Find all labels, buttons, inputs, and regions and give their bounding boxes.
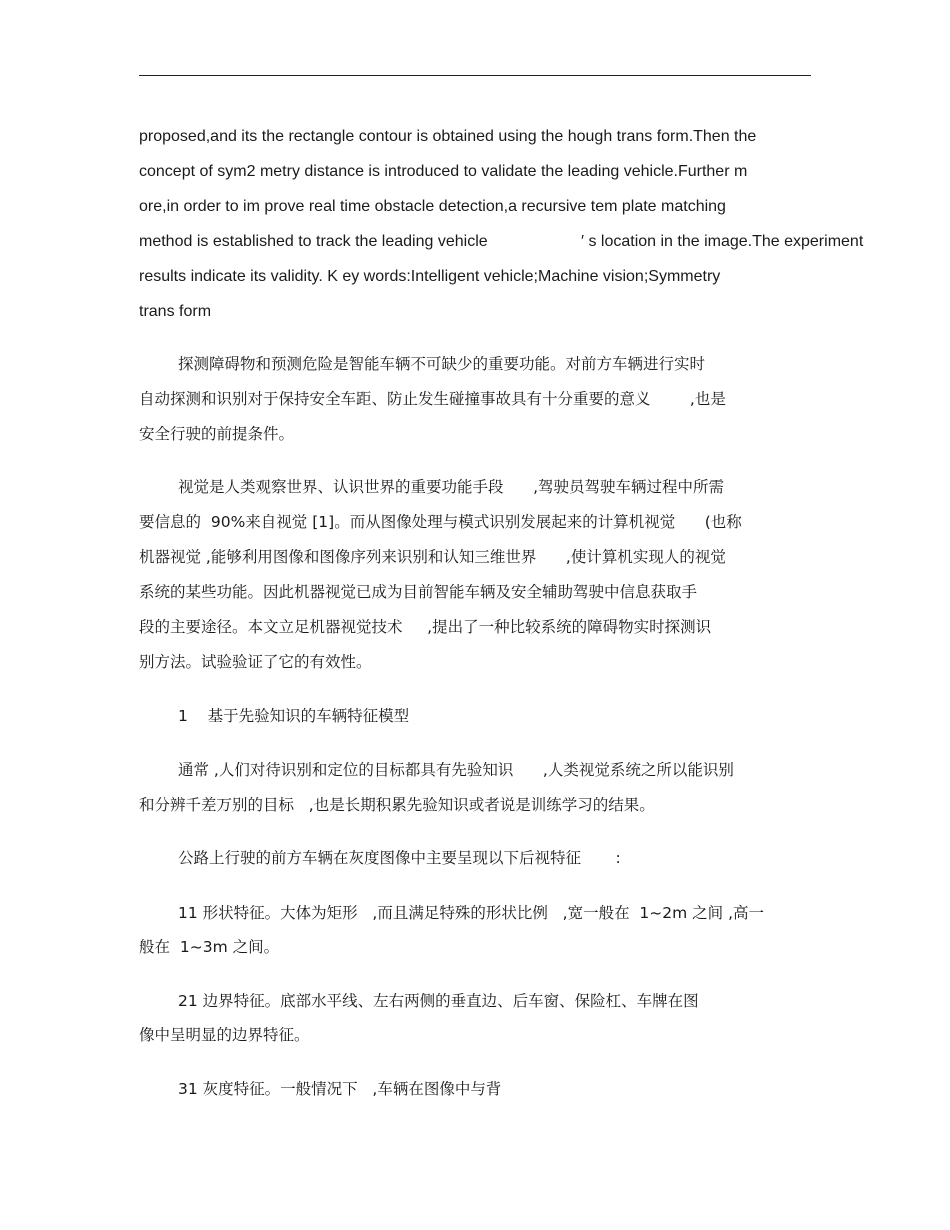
abstract-line: proposed,and its the rectangle contour is obtained using the hough trans form.Then the	[139, 128, 757, 145]
paragraph-line: 公路上行驶的前方车辆在灰度图像中主要呈现以下后视特征 :	[178, 849, 621, 867]
paragraph-line: 系统的某些功能。因此机器视觉已成为目前智能车辆及安全辅助驾驶中信息获取手	[139, 583, 698, 601]
header-rule	[139, 75, 811, 76]
paragraph-line: 别方法。试验验证了它的有效性。	[139, 653, 372, 671]
paragraph-line: 11 形状特征。大体为矩形 ,而且满足特殊的形状比例 ,宽一般在 1~2m 之间 ,高一	[178, 904, 765, 922]
paragraph-line: 31 灰度特征。一般情况下 ,车辆在图像中与背	[178, 1080, 502, 1098]
paragraph-line: 安全行驶的前提条件。	[139, 425, 295, 443]
paragraph-line: 21 边界特征。底部水平线、左右两侧的垂直边、后车窗、保险杠、车牌在图	[178, 992, 699, 1010]
abstract-line: method is established to track the leading vehicle ′ s location in the image.The experiment	[139, 233, 864, 250]
paragraph-line: 探测障碍物和预测危险是智能车辆不可缺少的重要功能。对前方车辆进行实时	[178, 355, 706, 373]
paragraph-line: 自动探测和识别对于保持安全车距、防止发生碰撞事故具有十分重要的意义 ,也是	[139, 390, 726, 408]
paragraph-line: 视觉是人类观察世界、认识世界的重要功能手段 ,驾驶员驾驶车辆过程中所需	[178, 478, 724, 496]
abstract-line: concept of sym2 metry distance is introduced to validate the leading vehicle.Further m	[139, 163, 748, 180]
abstract-line: results indicate its validity. K ey words:Intelligent vehicle;Machine vision;Symmetry	[139, 268, 721, 285]
paragraph-line: 机器视觉 ,能够利用图像和图像序列来识别和认知三维世界 ,使计算机实现人的视觉	[139, 548, 726, 566]
section-heading: 1 基于先验知识的车辆特征模型	[178, 707, 410, 725]
paragraph-line: 要信息的 90%来自视觉 [1]。而从图像处理与模式识别发展起来的计算机视觉 (也称	[139, 513, 742, 531]
paragraph-line: 般在 1~3m 之间。	[139, 938, 280, 956]
paragraph-line: 段的主要途径。本文立足机器视觉技术 ,提出了一种比较系统的障碍物实时探测识	[139, 618, 712, 636]
paragraph-line: 像中呈明显的边界特征。	[139, 1026, 310, 1044]
paragraph-line: 通常 ,人们对待识别和定位的目标都具有先验知识 ,人类视觉系统之所以能识别	[178, 761, 734, 779]
abstract-line: trans form	[139, 303, 212, 320]
paragraph-line: 和分辨千差万别的目标 ,也是长期积累先验知识或者说是训练学习的结果。	[139, 796, 655, 814]
abstract-line: ore,in order to im prove real time obstacle detection,a recursive tem plate matching	[139, 198, 726, 215]
